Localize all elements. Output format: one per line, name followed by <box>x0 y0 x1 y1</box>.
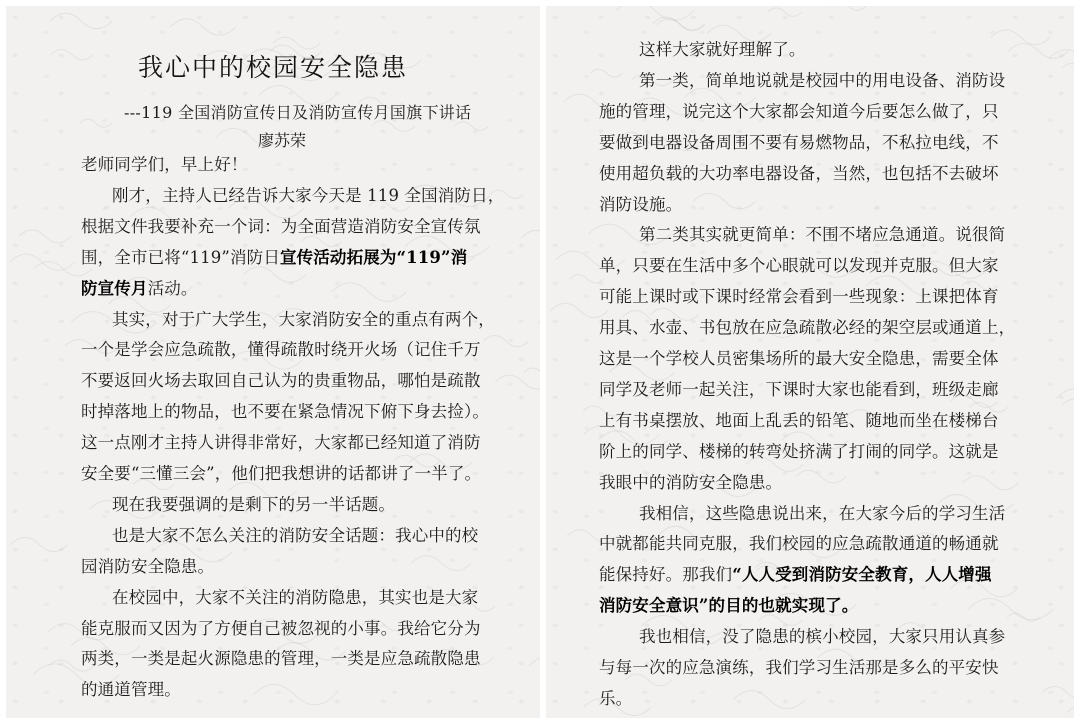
text-segment: 乐。 <box>599 688 633 708</box>
text-line <box>599 133 999 153</box>
text-segment: 同学及老师一起关注，下课时大家也能看到，班级走廊 <box>599 379 999 399</box>
text-line <box>81 680 181 700</box>
text-segment: 中就都能共同克服，我们校园的应急疏散通道的畅通就 <box>599 534 999 554</box>
text-line <box>599 411 999 431</box>
document-author: 廖苏荣 <box>258 131 307 150</box>
text-line <box>599 164 999 184</box>
text-segment: 要做到电器设备周围不要有易燃物品，不私拉电线，不 <box>599 132 999 152</box>
text-segment: 在校园中，大家不关注的消防隐患，其实也是大家 <box>112 587 479 607</box>
text-line <box>81 557 214 577</box>
text-segment: 这是一个学校人员密集场所的最大安全隐患，需要全体 <box>599 349 999 368</box>
right-page <box>546 6 1074 718</box>
bold-text-segment: 消防安全意识”的目的也就实现了。 <box>599 596 859 616</box>
text-segment: 其实，对于广大学生，大家消防安全的重点有两个， <box>112 309 495 329</box>
text-segment: 活动。 <box>147 278 198 298</box>
text-segment: 园消防安全隐患。 <box>81 556 215 576</box>
text-line <box>599 442 999 462</box>
text-line <box>81 649 481 669</box>
text-segment: 能保持好。那我们 <box>599 565 733 585</box>
text-segment: 第二类其实就更简单：不围不堵应急通道。说很简 <box>639 225 1006 245</box>
document-subtitle: ---119 全国消防宣传日及消防宣传月国旗下讲话 <box>124 103 472 122</box>
text-segment: 刚才，主持人已经告诉大家今天是 119 全国消防日， <box>112 185 505 205</box>
text-line <box>81 248 467 268</box>
text-segment: 我也相信，没了隐患的槟小校园，大家只用认真参 <box>639 627 1006 647</box>
text-line <box>639 504 1005 524</box>
text-segment: 这一点刚才主持人讲得非常好，大家都已经知道了消防 <box>81 433 481 453</box>
text-segment: 施的管理，说完这个大家都会知道今后要怎么做了，只 <box>599 101 999 121</box>
text-line <box>599 102 999 122</box>
text-line <box>599 689 632 709</box>
text-segment: 与每一次的应急演练，我们学习生活那是多么的平安快 <box>599 658 999 677</box>
text-line <box>112 186 504 206</box>
text-line <box>599 256 999 276</box>
document-title: 我心中的校园安全隐患 <box>137 53 408 82</box>
text-line <box>599 534 999 554</box>
text-segment: 我相信，这些隐患说出来，在大家今后的学习生活 <box>639 503 1006 523</box>
text-segment: 现在我要强调的是剩下的另一半话题。 <box>112 494 396 514</box>
text-segment: 这样大家就好理解了。 <box>639 40 806 59</box>
left-page <box>6 6 540 718</box>
text-segment: 第一类，简单地说就是校园中的用电设备、消防设 <box>639 70 1006 90</box>
bold-text-segment: “人人受到消防安全教育，人人增强 <box>732 565 992 585</box>
text-line <box>81 340 481 360</box>
text-segment: 不要返回火场去取回自己认为的贵重物品，哪怕是疏散 <box>81 371 481 391</box>
text-segment: 根据文件我要补充一个词：为全面营造消防安全宣传氛 <box>81 216 481 236</box>
text-segment: 安全要“三懂三会”，他们把我想讲的话都讲了一半了。 <box>81 464 482 483</box>
text-segment: 的通道管理。 <box>81 680 181 700</box>
text-segment: 我眼中的消防安全隐患。 <box>599 472 783 492</box>
text-line <box>81 217 481 237</box>
text-line <box>81 402 489 422</box>
text-line <box>81 433 481 453</box>
text-line <box>81 155 248 175</box>
text-segment: 使用超负载的大功率电器设备，当然，也包括不去破坏 <box>599 163 999 183</box>
text-line <box>639 627 1005 647</box>
text-line <box>639 71 1005 91</box>
right-page-content <box>546 6 1074 718</box>
text-line <box>112 495 395 515</box>
text-line <box>639 40 806 60</box>
text-segment: 阶上的同学、楼梯的转弯处挤满了打闹的同学。这就是 <box>599 441 999 461</box>
text-line <box>599 565 992 585</box>
text-segment: 一个是学会应急疏散，懂得疏散时绕开火场（记住千万 <box>81 340 481 360</box>
bold-text-segment: 防宣传月 <box>81 278 148 298</box>
text-segment: 消防设施。 <box>599 194 683 214</box>
text-line <box>81 619 481 639</box>
text-line <box>639 225 1005 245</box>
text-segment: 老师同学们，早上好！ <box>81 155 248 174</box>
text-line <box>112 588 478 608</box>
text-segment: 时掉落地上的物品，也不要在紧急情况下俯下身去捡）。 <box>81 402 489 422</box>
text-segment: 也是大家不怎么关注的消防安全话题：我心中的校 <box>112 525 479 545</box>
text-line <box>599 473 782 493</box>
text-line <box>81 464 481 484</box>
left-page-content <box>6 6 540 718</box>
text-line <box>599 658 999 678</box>
text-line <box>81 371 481 391</box>
text-line <box>599 195 682 215</box>
text-line <box>112 526 478 546</box>
text-line <box>599 380 999 400</box>
bold-text-segment: 宣传活动拓展为“119”消 <box>279 247 468 267</box>
text-segment: 能克服而又因为了方便自己被忽视的小事。我给它分为 <box>81 618 481 638</box>
text-line <box>599 318 1015 338</box>
text-line <box>599 596 858 616</box>
text-segment: 单，只要在生活中多个心眼就可以发现并克服。但大家 <box>599 256 999 276</box>
text-line <box>81 279 198 299</box>
text-segment: 两类，一类是起火源隐患的管理，一类是应急疏散隐患 <box>81 649 481 669</box>
text-segment: 用具、水壶、书包放在应急疏散必经的架空层或通道上， <box>599 318 1016 338</box>
text-line <box>599 287 999 307</box>
text-line <box>112 310 495 330</box>
text-segment: 围，全市已将“119”消防日 <box>81 247 280 267</box>
text-line <box>599 349 999 369</box>
text-segment: 上有书桌摆放、地面上乱丢的铅笔、随地而坐在楼梯台 <box>599 410 999 430</box>
text-segment: 可能上课时或下课时经常会看到一些现象：上课把体育 <box>599 287 999 307</box>
